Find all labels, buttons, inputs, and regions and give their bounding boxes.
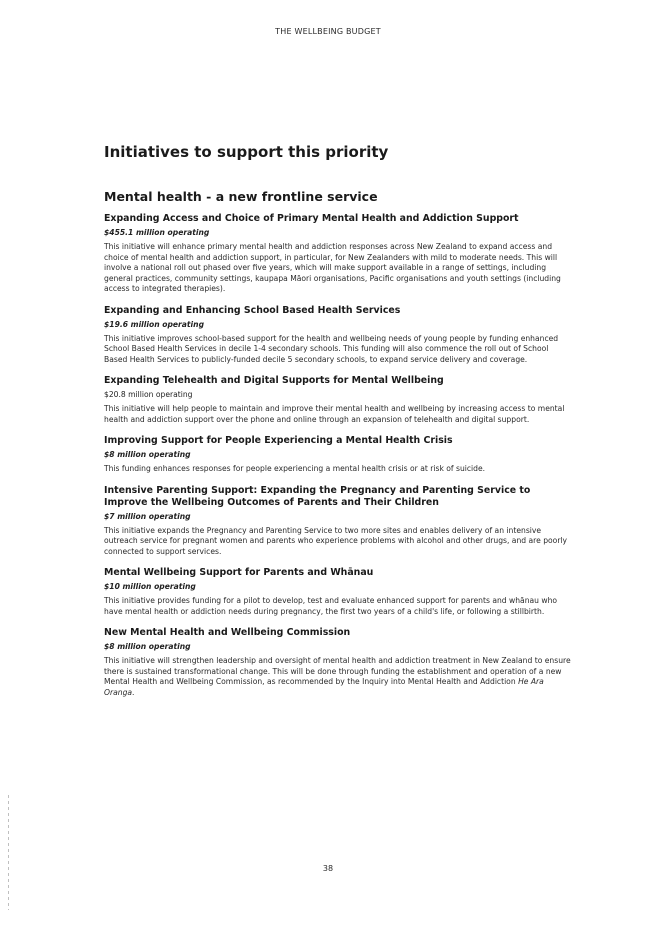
inquiry-report-title: He Ara Oranga [104, 677, 544, 697]
initiative-funding: $10 million operating [104, 582, 196, 591]
initiative-crisis-support [104, 435, 574, 475]
initiative-parents-whanau [104, 567, 574, 617]
initiative-funding: $19.6 million operating [104, 319, 205, 329]
initiative-funding: $455.1 million operating [104, 228, 210, 237]
section-title: Initiatives to support this priority [104, 143, 389, 161]
page-number: 38 [322, 864, 334, 873]
description-end: . [132, 687, 135, 697]
initiative-wellbeing-commission [104, 627, 574, 698]
initiative-school-health [104, 305, 574, 366]
initiative-funding: $8 million operating [104, 642, 191, 651]
initiative-description [104, 656, 574, 698]
initiative-description: This initiative will help people to maintain and improve their mental health and wellbeing by increasing access to mental health and addiction support over the phone and online through an expansion of telehealth and digital support. [104, 404, 565, 424]
margin-scan-line [8, 795, 9, 910]
initiative-title: Intensive Parenting Support: Expanding the Pregnancy and Parenting Service to Improve the Wellbeing Outcomes of Parents and Their Children [104, 484, 531, 508]
page-content [104, 143, 574, 708]
initiative-description: This initiative improves school-based support for the health and wellbeing needs of young people by funding enhanced School Based Health Services in decile 1-4 secondary schools. This funding will also commence the roll out of School Based Health Services to publicly-funded decile 5 secondary schools, to expand service delivery and coverage. [104, 333, 559, 364]
initiative-description: This funding enhances responses for people experiencing a mental health crisis or at risk of suicide. [104, 464, 486, 473]
initiative-title: Expanding Telehealth and Digital Supports for Mental Wellbeing [104, 375, 444, 386]
initiative-funding: $7 million operating [104, 511, 191, 521]
initiative-description: This initiative provides funding for a pilot to develop, test and evaluate enhanced support for parents and whānau who have mental health or addiction needs during pregnancy, the first two years of a child's life, or following a stillbirth. [104, 596, 558, 616]
initiative-parenting-support [104, 485, 574, 558]
initiative-description: This initiative expands the Pregnancy and Parenting Service to two more sites and enables delivery of an intensive outreach service for pregnant women and parents who experience problems with alcohol and other drugs, and are poorly connected to support services. [104, 525, 568, 556]
initiative-funding: $20.8 million operating [104, 390, 193, 399]
description-text: This initiative will strengthen leadership and oversight of mental health and addiction treatment in New Zealand to ensure there is sustained transformational change. This will be done through funding the establishment and operation of a new Mental Health and Wellbeing Commission, as recommended by the Inquiry into Mental Health and Addiction [104, 656, 571, 686]
initiative-funding: $8 million operating [104, 450, 191, 459]
initiative-title: Improving Support for People Experiencing a Mental Health Crisis [104, 435, 453, 446]
initiative-telehealth [104, 375, 574, 425]
initiative-title: New Mental Health and Wellbeing Commission [104, 627, 351, 638]
running-header: THE WELLBEING BUDGET [275, 27, 381, 36]
initiative-description: This initiative will enhance primary mental health and addiction responses across New Zealand to expand access and choice of mental health and addiction support, in particular, for New Zealanders with mild to moderate needs. This will involve a national roll out phased over five years, which will make support available in a range of settings, including general practices, community settings, kaupapa Māori organisations, Pacific organisations and youth settings (including access to integrated therapies). [104, 242, 561, 293]
initiative-title: Expanding and Enhancing School Based Health Services [104, 304, 401, 316]
subsection-title: Mental health - a new frontline service [104, 189, 378, 204]
initiative-primary-mental-health [104, 213, 574, 295]
initiative-title: Expanding Access and Choice of Primary Mental Health and Addiction Support [104, 213, 519, 224]
initiative-title: Mental Wellbeing Support for Parents and Whānau [104, 567, 374, 578]
